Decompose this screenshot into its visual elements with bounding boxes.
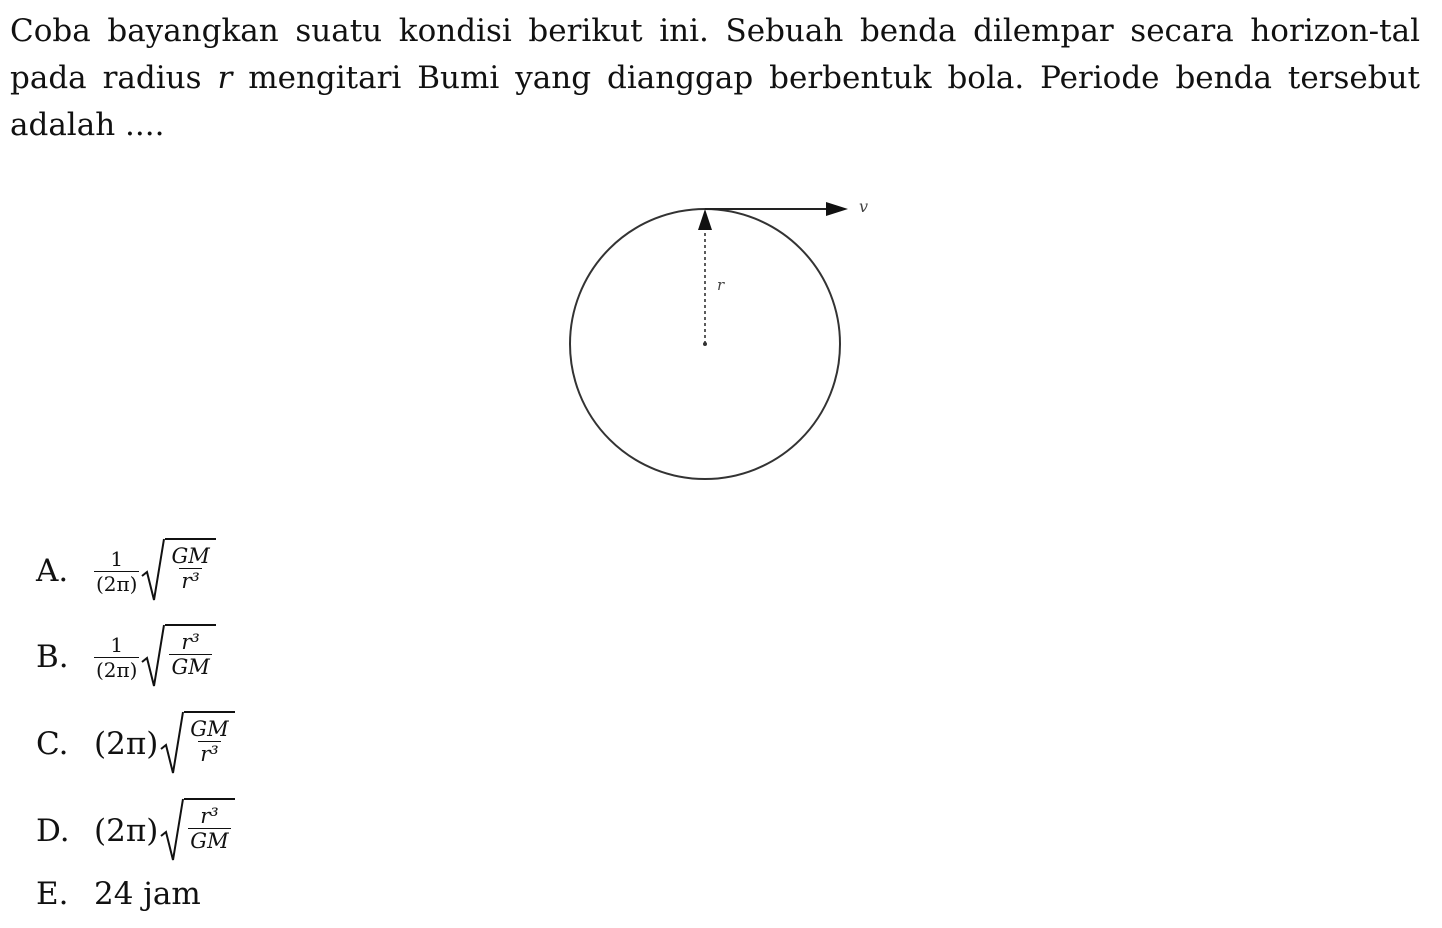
radius-label: r [717, 276, 725, 294]
fraction-numerator: r³ [200, 804, 219, 828]
coefficient: (2π) [94, 813, 159, 849]
variable-r: r [217, 60, 233, 96]
radicand-fraction [169, 630, 211, 690]
option-letter: C. [36, 726, 69, 762]
fraction-denominator: GM [171, 655, 210, 679]
coefficient: (2π) [94, 726, 159, 762]
radical-sign-icon [141, 624, 165, 690]
option-letter: D. [36, 813, 70, 849]
radicand-fraction [188, 804, 230, 864]
option-letter: B. [36, 639, 69, 675]
option-d[interactable] [36, 798, 235, 864]
option-letter: A. [36, 553, 69, 589]
square-root [141, 538, 215, 604]
fraction-numerator: r³ [181, 630, 200, 654]
center-point [703, 342, 707, 346]
fraction-denominator: (2π) [96, 571, 138, 596]
radical-sign-icon [160, 798, 184, 864]
velocity-label: v [859, 197, 869, 216]
radicand-fraction [169, 544, 211, 604]
fraction-numerator: GM [171, 544, 210, 568]
square-root [160, 798, 234, 864]
radical-sign-icon [141, 538, 165, 604]
coefficient-fraction [94, 547, 139, 596]
option-b[interactable] [36, 624, 216, 690]
radical-sign-icon [160, 711, 184, 777]
radius-arrowhead [698, 209, 712, 230]
option-text: 24 jam [94, 876, 201, 912]
option-e[interactable] [36, 876, 201, 912]
fraction-numerator: 1 [110, 632, 124, 657]
velocity-arrowhead [826, 202, 848, 216]
fraction-numerator: GM [190, 717, 229, 741]
fraction-numerator: 1 [110, 546, 124, 571]
fraction-denominator: GM [190, 829, 229, 853]
question-part-1: Coba bayangkan suatu kondisi berikut ini. Sebuah benda dilempar secara horizon-tal pada radius [10, 13, 1420, 96]
coefficient-fraction [94, 633, 139, 682]
radicand-fraction [188, 717, 230, 777]
question-part-2: mengitari Bumi yang dianggap berbentuk bola. Periode benda tersebut adalah .... [10, 60, 1421, 143]
option-c[interactable] [36, 711, 235, 777]
square-root [160, 711, 234, 777]
fraction-denominator: r³ [181, 569, 200, 593]
option-a[interactable] [36, 538, 216, 604]
fraction-denominator: (2π) [96, 657, 138, 682]
fraction-denominator: r³ [200, 742, 219, 766]
square-root [141, 624, 215, 690]
option-letter: E. [36, 876, 69, 912]
